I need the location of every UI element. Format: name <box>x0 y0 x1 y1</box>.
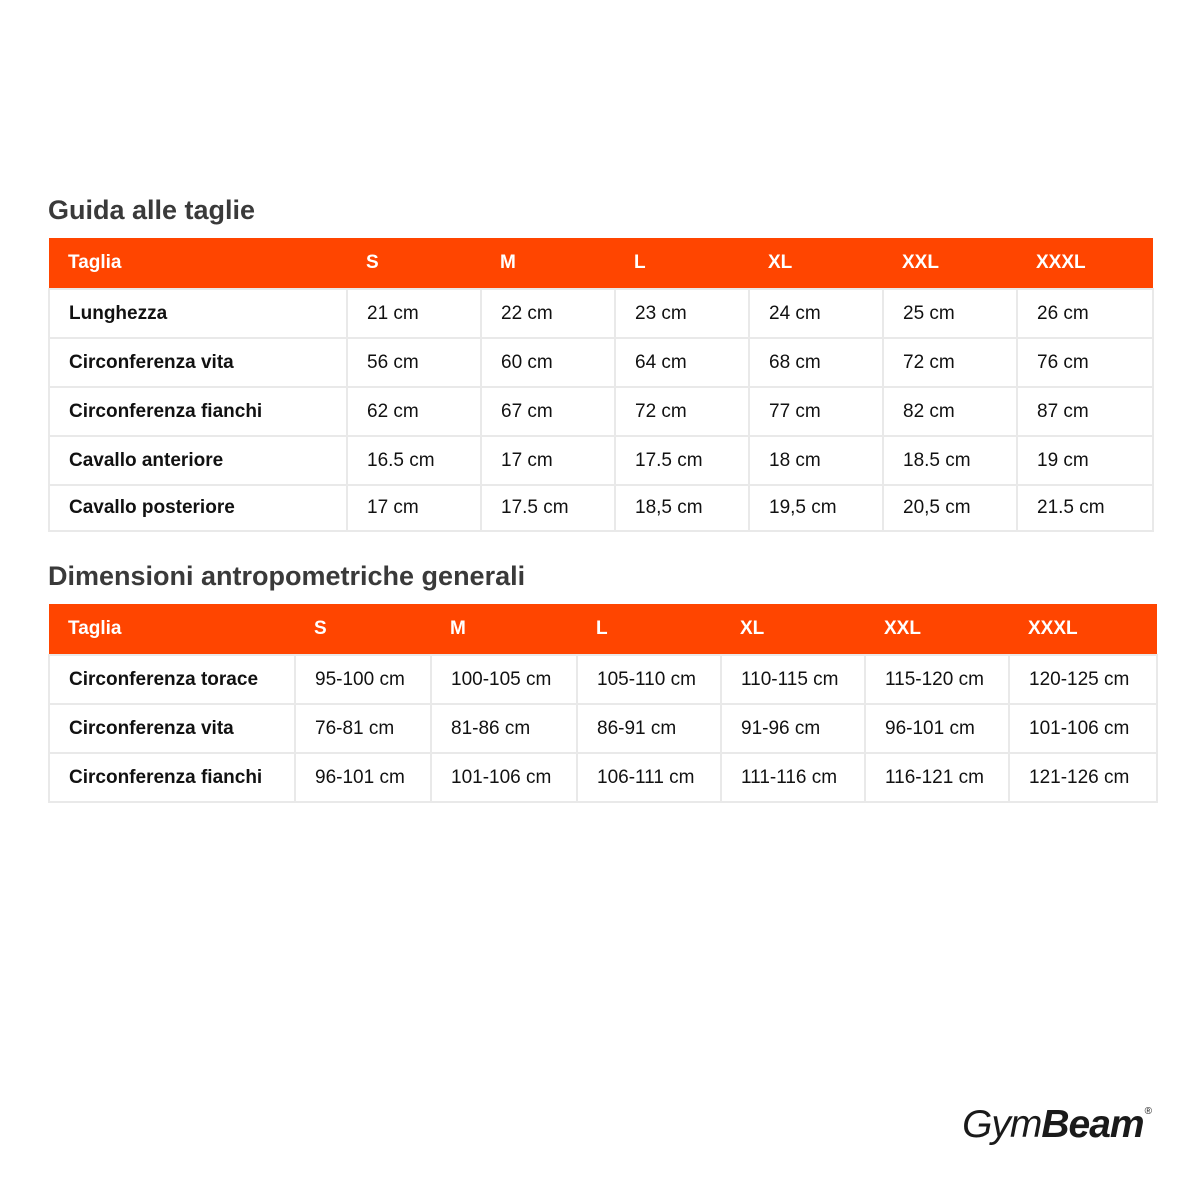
table-header-row <box>49 604 1157 655</box>
logo-part-beam: Beam <box>1041 1103 1144 1146</box>
table-row <box>49 289 1153 338</box>
table-row <box>49 387 1153 436</box>
table-cell: 64 cm <box>615 338 749 387</box>
table-cell: 20,5 cm <box>883 485 1017 531</box>
table-cell: 115-120 cm <box>865 655 1009 704</box>
column-header: S <box>347 238 481 289</box>
row-label: Circonferenza torace <box>49 655 295 704</box>
table-cell: 96-101 cm <box>865 704 1009 753</box>
table-cell: 72 cm <box>615 387 749 436</box>
column-header: XL <box>749 238 883 289</box>
column-header: L <box>577 604 721 655</box>
column-header: XXXL <box>1009 604 1157 655</box>
table-cell: 76-81 cm <box>295 704 431 753</box>
table-cell: 101-106 cm <box>431 753 577 802</box>
table-cell: 62 cm <box>347 387 481 436</box>
row-label: Circonferenza vita <box>49 704 295 753</box>
row-label: Cavallo posteriore <box>49 485 347 531</box>
column-header: L <box>615 238 749 289</box>
table-cell: 23 cm <box>615 289 749 338</box>
table-cell: 56 cm <box>347 338 481 387</box>
table-cell: 17.5 cm <box>615 436 749 485</box>
table-cell: 60 cm <box>481 338 615 387</box>
table-row <box>49 655 1157 704</box>
table-cell: 19,5 cm <box>749 485 883 531</box>
row-label: Circonferenza fianchi <box>49 387 347 436</box>
table-cell: 26 cm <box>1017 289 1153 338</box>
column-header: XXXL <box>1017 238 1153 289</box>
table-row <box>49 436 1153 485</box>
anthropometric-table <box>48 604 1158 803</box>
table-cell: 18,5 cm <box>615 485 749 531</box>
table-cell: 17 cm <box>347 485 481 531</box>
size-guide-title: Guida alle taglie <box>48 195 256 225</box>
column-header: XXL <box>883 238 1017 289</box>
table-cell: 91-96 cm <box>721 704 865 753</box>
logo-part-gym: Gym <box>962 1103 1042 1146</box>
table-header-row <box>49 238 1153 289</box>
column-header: Taglia <box>49 604 295 655</box>
table-cell: 86-91 cm <box>577 704 721 753</box>
table-cell: 120-125 cm <box>1009 655 1157 704</box>
table-cell: 81-86 cm <box>431 704 577 753</box>
row-label: Circonferenza fianchi <box>49 753 295 802</box>
table-cell: 76 cm <box>1017 338 1153 387</box>
table-cell: 21.5 cm <box>1017 485 1153 531</box>
row-label: Circonferenza vita <box>49 338 347 387</box>
gymbeam-logo <box>962 1105 1152 1144</box>
table-cell: 77 cm <box>749 387 883 436</box>
table-cell: 21 cm <box>347 289 481 338</box>
column-header: M <box>481 238 615 289</box>
table-cell: 17.5 cm <box>481 485 615 531</box>
row-label: Cavallo anteriore <box>49 436 347 485</box>
table-cell: 25 cm <box>883 289 1017 338</box>
anthropometric-title: Dimensioni antropometriche generali <box>48 561 526 591</box>
table-cell: 22 cm <box>481 289 615 338</box>
table-row <box>49 704 1157 753</box>
table-cell: 100-105 cm <box>431 655 577 704</box>
column-header: Taglia <box>49 238 347 289</box>
table-cell: 106-111 cm <box>577 753 721 802</box>
table-cell: 72 cm <box>883 338 1017 387</box>
table-cell: 68 cm <box>749 338 883 387</box>
table-cell: 111-116 cm <box>721 753 865 802</box>
table-cell: 19 cm <box>1017 436 1153 485</box>
table-cell: 17 cm <box>481 436 615 485</box>
table-cell: 95-100 cm <box>295 655 431 704</box>
table-cell: 96-101 cm <box>295 753 431 802</box>
row-label: Lunghezza <box>49 289 347 338</box>
registered-mark: ® <box>1144 1106 1152 1117</box>
table-cell: 121-126 cm <box>1009 753 1157 802</box>
column-header: S <box>295 604 431 655</box>
table-cell: 16.5 cm <box>347 436 481 485</box>
column-header: XXL <box>865 604 1009 655</box>
table-cell: 87 cm <box>1017 387 1153 436</box>
table-cell: 101-106 cm <box>1009 704 1157 753</box>
table-cell: 116-121 cm <box>865 753 1009 802</box>
table-cell: 18 cm <box>749 436 883 485</box>
table-cell: 105-110 cm <box>577 655 721 704</box>
table-cell: 24 cm <box>749 289 883 338</box>
table-cell: 67 cm <box>481 387 615 436</box>
column-header: XL <box>721 604 865 655</box>
table-cell: 18.5 cm <box>883 436 1017 485</box>
table-row <box>49 753 1157 802</box>
table-row <box>49 485 1153 531</box>
table-row <box>49 338 1153 387</box>
column-header: M <box>431 604 577 655</box>
table-cell: 110-115 cm <box>721 655 865 704</box>
size-guide-table <box>48 238 1154 532</box>
table-cell: 82 cm <box>883 387 1017 436</box>
